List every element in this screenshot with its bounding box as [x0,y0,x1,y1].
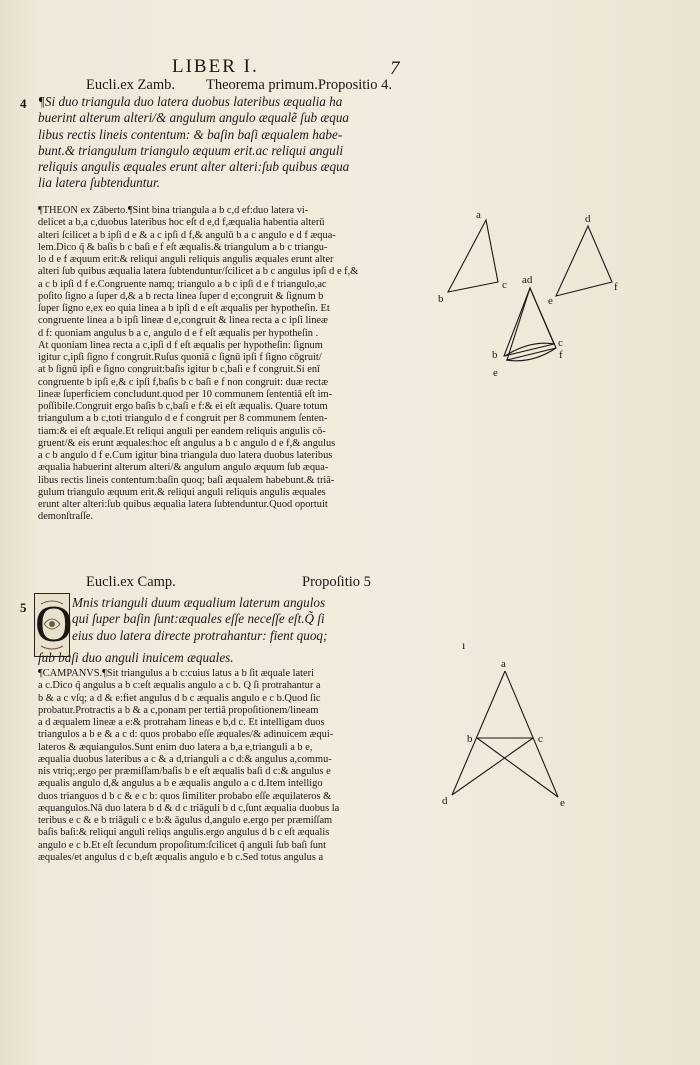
text-line: triangulum a b c,toti triangulo d e f congruit per 8 communem ſenten- [38,413,328,425]
text-line: reliquis angulis æquales erunt alter alteri:ſub quibus æqua [38,159,350,175]
text-line: ¶THEON ex Zāberto.¶Sint bina triangula a b c,d ef:duo latera vi- [38,205,309,216]
text-line: a c.Dico q̃ angulus a b c:eſt æqualis angulo a c b. Q̃ ſi protrahantur a [38,680,321,692]
label-ad: ad [522,274,533,286]
label-d: d [442,795,448,807]
label-e: e [560,797,565,809]
text-line: lateros & æquiangulos.Sunt enim duo latera a b,a e,trianguli a b e, [38,741,313,753]
stray-mark: ı [462,638,466,652]
text-line: libus rectis lineis contentum:baſin quoq; baſi æqualem habebunt.& triā- [38,474,335,486]
text-line: baſis baſi:& reliqui anguli reliqs angulis.ergo angulus d b c eſt æqualis [38,827,330,839]
text-line: lem.Dico q̃ & baſis b c baſi e f eſt æqualis.& triangulum a b c triangu- [38,241,328,253]
text-line: a c b angulo d f e.Cum igitur bina triangula duo latera duobus lateribus [38,450,333,461]
text-line: Mnis trianguli duum æqualium laterum angulos [72,595,326,610]
prop4-margin-number: 4 [20,96,27,111]
label-overlay-b: b [492,349,498,361]
text-line: gulum triangulo æquum erit.& reliqui anguli reliquis angulis æquales [38,486,326,498]
text-line: ¶CAMPANVS.¶Sit triangulus a b c:cuius latus a b ſit æquale lateri [38,668,314,679]
label-c: c [538,733,543,745]
text-line: nis vtriq;.ergo per præmiſſam/baſis b e eſt æqualis baſi d c:& angulus e [38,766,331,777]
text-line: ſuper ſigno e,ex eo quia linea a b ipſi d e eſt æqualis per hypotheſin. Et [38,303,330,314]
running-head-title: LIBER I. [172,56,259,77]
label-overlay-e: e [493,367,498,379]
text-line: a d æqualem lineæ a e:& protraham lineas e b,d c. Et intelligam duos [38,717,325,728]
text-line: delicet a b,a c,duobus lateribus hoc eſt d e,d f,æqualia habentia alterū [38,217,325,229]
text-line: alteri ſub quibus æqualia latera ſubtenduntur/ſcilicet a b c angulus ipſi d e f,& [38,266,359,278]
text-line: duos trianguos d b c & e c b: quos ſimiliter probabo eſſe æquilateros & [38,790,332,802]
initial-letter: O [35,596,73,653]
text-line: a c b ipſi d f e.Congruente namq; triangulo a b c ipſi d e f triangulo,ac [38,278,327,290]
label-b: b [438,293,444,305]
text-line: lineæ ſuperficiem concludunt.quod per 10 communem ſententiā eſt im- [38,388,333,400]
label-c: c [502,279,507,291]
text-line: d f: quoniam angulus b a c, angulo d e f eſt æqualis per hypotheſin . [38,327,319,339]
prop5-header-left: Eucli.ex Camp. [86,574,176,590]
text-line: alteri ſcilicet a b ipſi d e & a c ipſi d f,& angulū b a c angulo e d f æqua- [38,229,336,241]
text-line: eius duo latera directe protrahantur: fient quoq; [72,627,328,643]
label-b: b [467,733,473,745]
text-line: At quoniam linea recta a c,ipſi d f eſt æqualis per hypotheſin: ſignum [38,339,323,351]
label-d: d [585,213,591,225]
text-line: teribus e c & e b triāguli c e b:& āgulus d,angulo e.ergo per præmiſſam [38,815,333,826]
text-line: ſub baſi duo anguli inuicem æquales. [38,650,234,665]
text-line: lo d e f æquum erit:& reliqui anguli reliquis angulis æquales erunt alter [38,254,334,265]
label-a: a [501,658,506,670]
text-line: demonſtraſſe. [38,511,94,523]
text-line: erunt alter alteri:ſub quibus æqualia latera ſubtenduntur.Quod oportuit [38,499,328,510]
text-line: b & a c vſq; a d & e:fiet angulus d b c æqualis angulo e c b.Quod ſic [38,692,321,704]
label-e: e [548,295,553,307]
text-line: æqualia habuerint alterum alteri/& angulum angulo æquum ſub æqua- [38,462,329,474]
text-line: bunt.& triangulum triangulo æquum erit.ac reliqui anguli [38,142,344,158]
prop4-header-left: Eucli.ex Zamb. [86,77,175,93]
text-line: probatur.Protractis a b & a c,ponam per tertiā propoſitionem/lineam [38,704,319,716]
text-line: libus rectis lineis contentum: & baſin baſi æqualem habe- [38,126,343,142]
text-line: æqualia duobus lateribus a c & a d,trianguli a c d:& angulus a,commu- [38,753,332,765]
figure-prop4 [448,220,612,361]
prop5-header-right: Propoſitio 5 [302,574,371,590]
text-line: gruent/& eis erunt æquales:hoc eſt angulus a b c angulo d e f,& angulus [38,437,336,449]
folio-number: 7 [390,58,400,79]
text-line: igitur c,ipſi ſigno f congruit.Ruſus quoniā c ſignū ipſi f ſigno cōgruit/ [38,352,322,363]
text-line: at b ſignū ipſi e ſigno congruit:baſis igitur b c,baſi e f congruit.Si enī [38,364,320,376]
figure-prop5-labels [442,658,565,809]
label-overlay-f: f [559,349,563,361]
text-line: æquales/et angulus d c b,eſt æqualis angulo e b c.Sed totus angulus a [38,851,324,863]
text-line: æquangulos.Nā duo latera b d & d c triāguli b d c,ſunt æqualia duobus la [38,802,340,814]
text-line: triangulos a b e & a c d: quos probabo eſſe æquales/& adinuicem æqui- [38,729,334,741]
triangle-abc [448,220,498,292]
text-line: congruente linea a b ipſi lineæ d e,congruit & linea recta a c ipſi lineæ [38,315,328,327]
prop5-margin-number: 5 [20,600,27,615]
prop4-header-right: Theorema primum.Propositio 4. [206,77,393,93]
label-a: a [476,209,481,221]
text-line: angulo e c b.Et eſt ſecundum propoſitum:ſcilicet q̃ anguli ſub baſi ſunt [38,839,326,851]
label-f: f [614,281,618,293]
text-line: poſſibile.Congruit ergo baſis b c,baſi e f:& ei eſt æqualis. Quare totum [38,401,328,412]
text-line: buerint alterum alteri/& angulum angulo æqualẽ ſub æqua [38,110,350,126]
label-overlay-c: c [558,337,563,349]
triangle-def [556,226,612,296]
text-line: æqualis angulo d,& angulus a b e æqualis angulo a c d.Item intelligo [38,778,323,790]
text-line: poſito ſigno a ſuper d,& a b recta linea ſuper d e;congruit & ſignum b [38,290,324,302]
text-line: ¶Si duo triangula duo latera duobus lateribus æqualia ha [38,94,343,109]
text-line: congruente b ipſi e,& c ipſi f,baſis b c baſi e f non congruit: duæ rectæ [38,376,328,388]
text-line: qui ſuper baſin ſunt:æquales eſſe neceſſe eſt.Q̃ ſi [72,611,325,627]
text-line: tiam:& ei eſt æquale.Et reliqui anguli per eandem reliquis angulis cō- [38,425,326,437]
text-line: lia latera ſubtenduntur. [38,175,160,191]
